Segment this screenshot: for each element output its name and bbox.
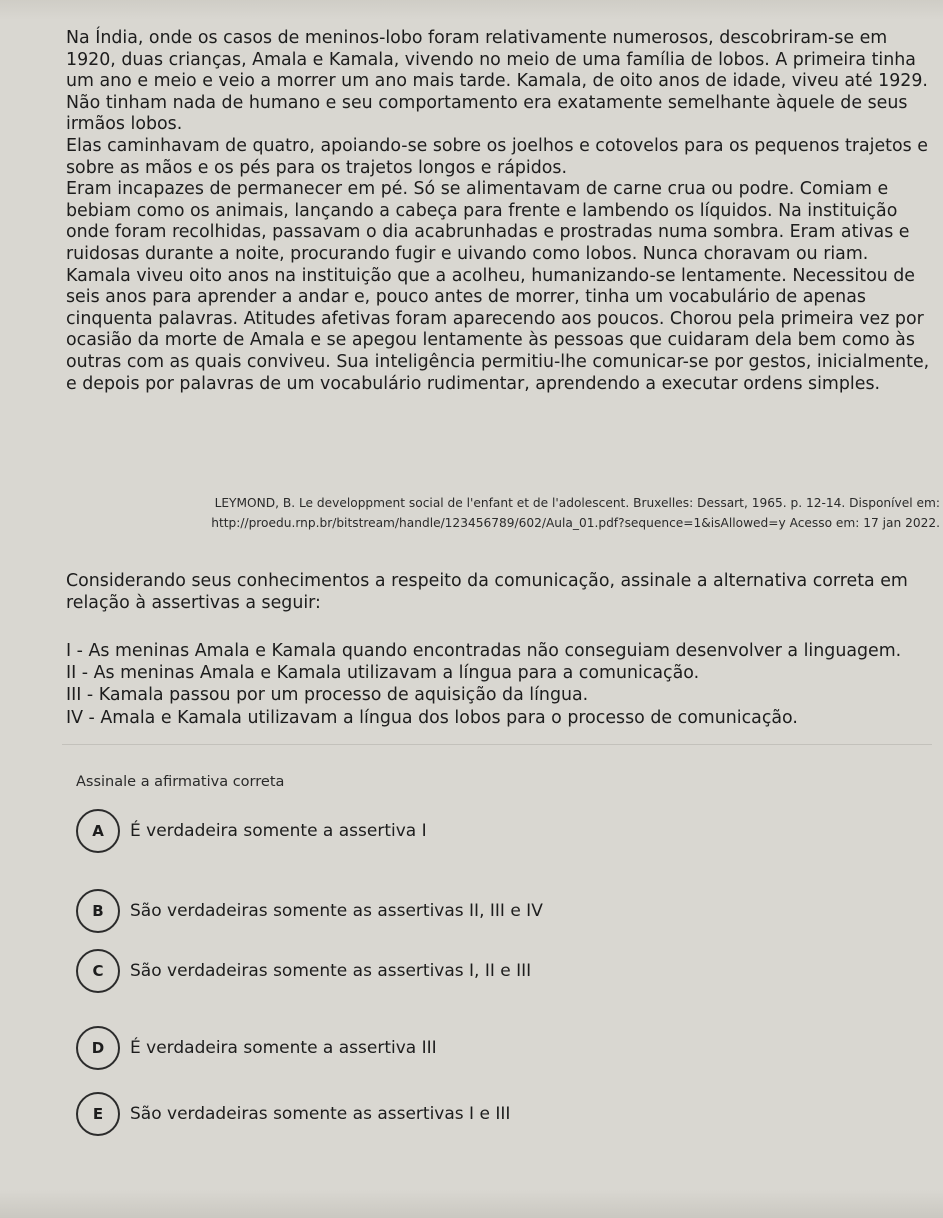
citation-url: http://proedu.rnp.br/bitstream/handle/123456789/602/Aula_01.pdf?sequence=1&isAllowed=y Acesso em: 17 jan 2022. [211,516,940,530]
option-a[interactable] [76,806,776,856]
option-a-letter[interactable]: A [76,809,120,853]
reading-passage [66,28,938,395]
option-a-text[interactable]: É verdadeira somente a assertiva I [130,821,427,841]
divider [62,744,932,745]
passage-paragraph-3: Eram incapazes de permanecer em pé. Só se alimentavam de carne crua ou podre. Comiam e bebiam como os animais, lançando a cabeça para frente e lambendo os líquidos. Na instituição onde foram recolhidas, passavam o dia acabrunhadas e prostradas numa sombra. Eram ativas e ruidosas durante a noite, procurando fugir e uivando como lobos. Nunca choravam ou riam. Kamala viveu oito anos na instituição que a acolheu, humanizando-se lentamente. Necessitou de seis anos para aprender a andar e, pouco antes de morrer, tinha um vocabulário de apenas cinquenta palavras. Atitudes afetivas foram aparecendo aos poucos. Chorou pela primeira vez por ocasião da morte de Amala e se apegou lentamente às pessoas que cuidaram dela bem como às outras com as quais conviveu. Sua inteligência permitiu-lhe comunicar-se por gestos, inicialmente, e depois por palavras de um vocabulário rudimentar, aprendendo a executar ordens simples. [66,179,930,394]
option-c-letter[interactable]: C [76,949,120,993]
option-c[interactable] [76,946,776,996]
assertive-list [66,640,938,729]
option-b[interactable] [76,886,776,936]
option-c-text[interactable]: São verdadeiras somente as assertivas I, II e III [130,961,532,981]
option-e-letter[interactable]: E [76,1092,120,1136]
citation-reference: LEYMOND, B. Le developpment social de l'enfant et de l'adolescent. Bruxelles: Dessart, 1965. p. 12-14. Disponível em: [214,496,940,510]
option-b-text[interactable]: São verdadeiras somente as assertivas II, III e IV [130,901,543,921]
passage-paragraph-1: Na Índia, onde os casos de meninos-lobo foram relativamente numerosos, descobriram-se em 1920, duas crianças, Amala e Kamala, vivendo no meio de uma família de lobos. A primeira tinha um ano e meio e veio a morrer um ano mais tarde. Kamala, de oito anos de idade, viveu até 1929. Não tinham nada de humano e seu comportamento era exatamente semelhante àquele de seus irmãos lobos. [66,28,928,135]
option-b-letter[interactable]: B [76,889,120,933]
instruction: Assinale a afirmativa correta [76,774,285,790]
option-e-text[interactable]: São verdadeiras somente as assertivas I e III [130,1104,511,1124]
bottom-edge [0,1190,943,1218]
option-d-text[interactable]: É verdadeira somente a assertiva III [130,1038,437,1058]
option-d[interactable] [76,1023,776,1073]
option-d-letter[interactable]: D [76,1026,120,1070]
passage-paragraph-2: Elas caminhavam de quatro, apoiando-se sobre os joelhos e cotovelos para os pequenos trajetos e sobre as mãos e os pés para os trajetos longos e rápidos. [66,135,928,178]
top-edge [0,0,943,20]
assertive-2: II - As meninas Amala e Kamala utilizavam a língua para a comunicação. [66,663,700,684]
assertive-3: III - Kamala passou por um processo de aquisição da língua. [66,685,589,706]
assertive-4: IV - Amala e Kamala utilizavam a língua dos lobos para o processo de comunicação. [66,707,798,728]
citation [160,493,940,533]
assertive-1: I - As meninas Amala e Kamala quando encontradas não conseguiam desenvolver a linguagem. [66,641,902,661]
question-prompt: Considerando seus conhecimentos a respeito da comunicação, assinale a alternativa correta em relação à assertivas a seguir: [66,571,908,613]
option-e[interactable] [76,1089,776,1139]
